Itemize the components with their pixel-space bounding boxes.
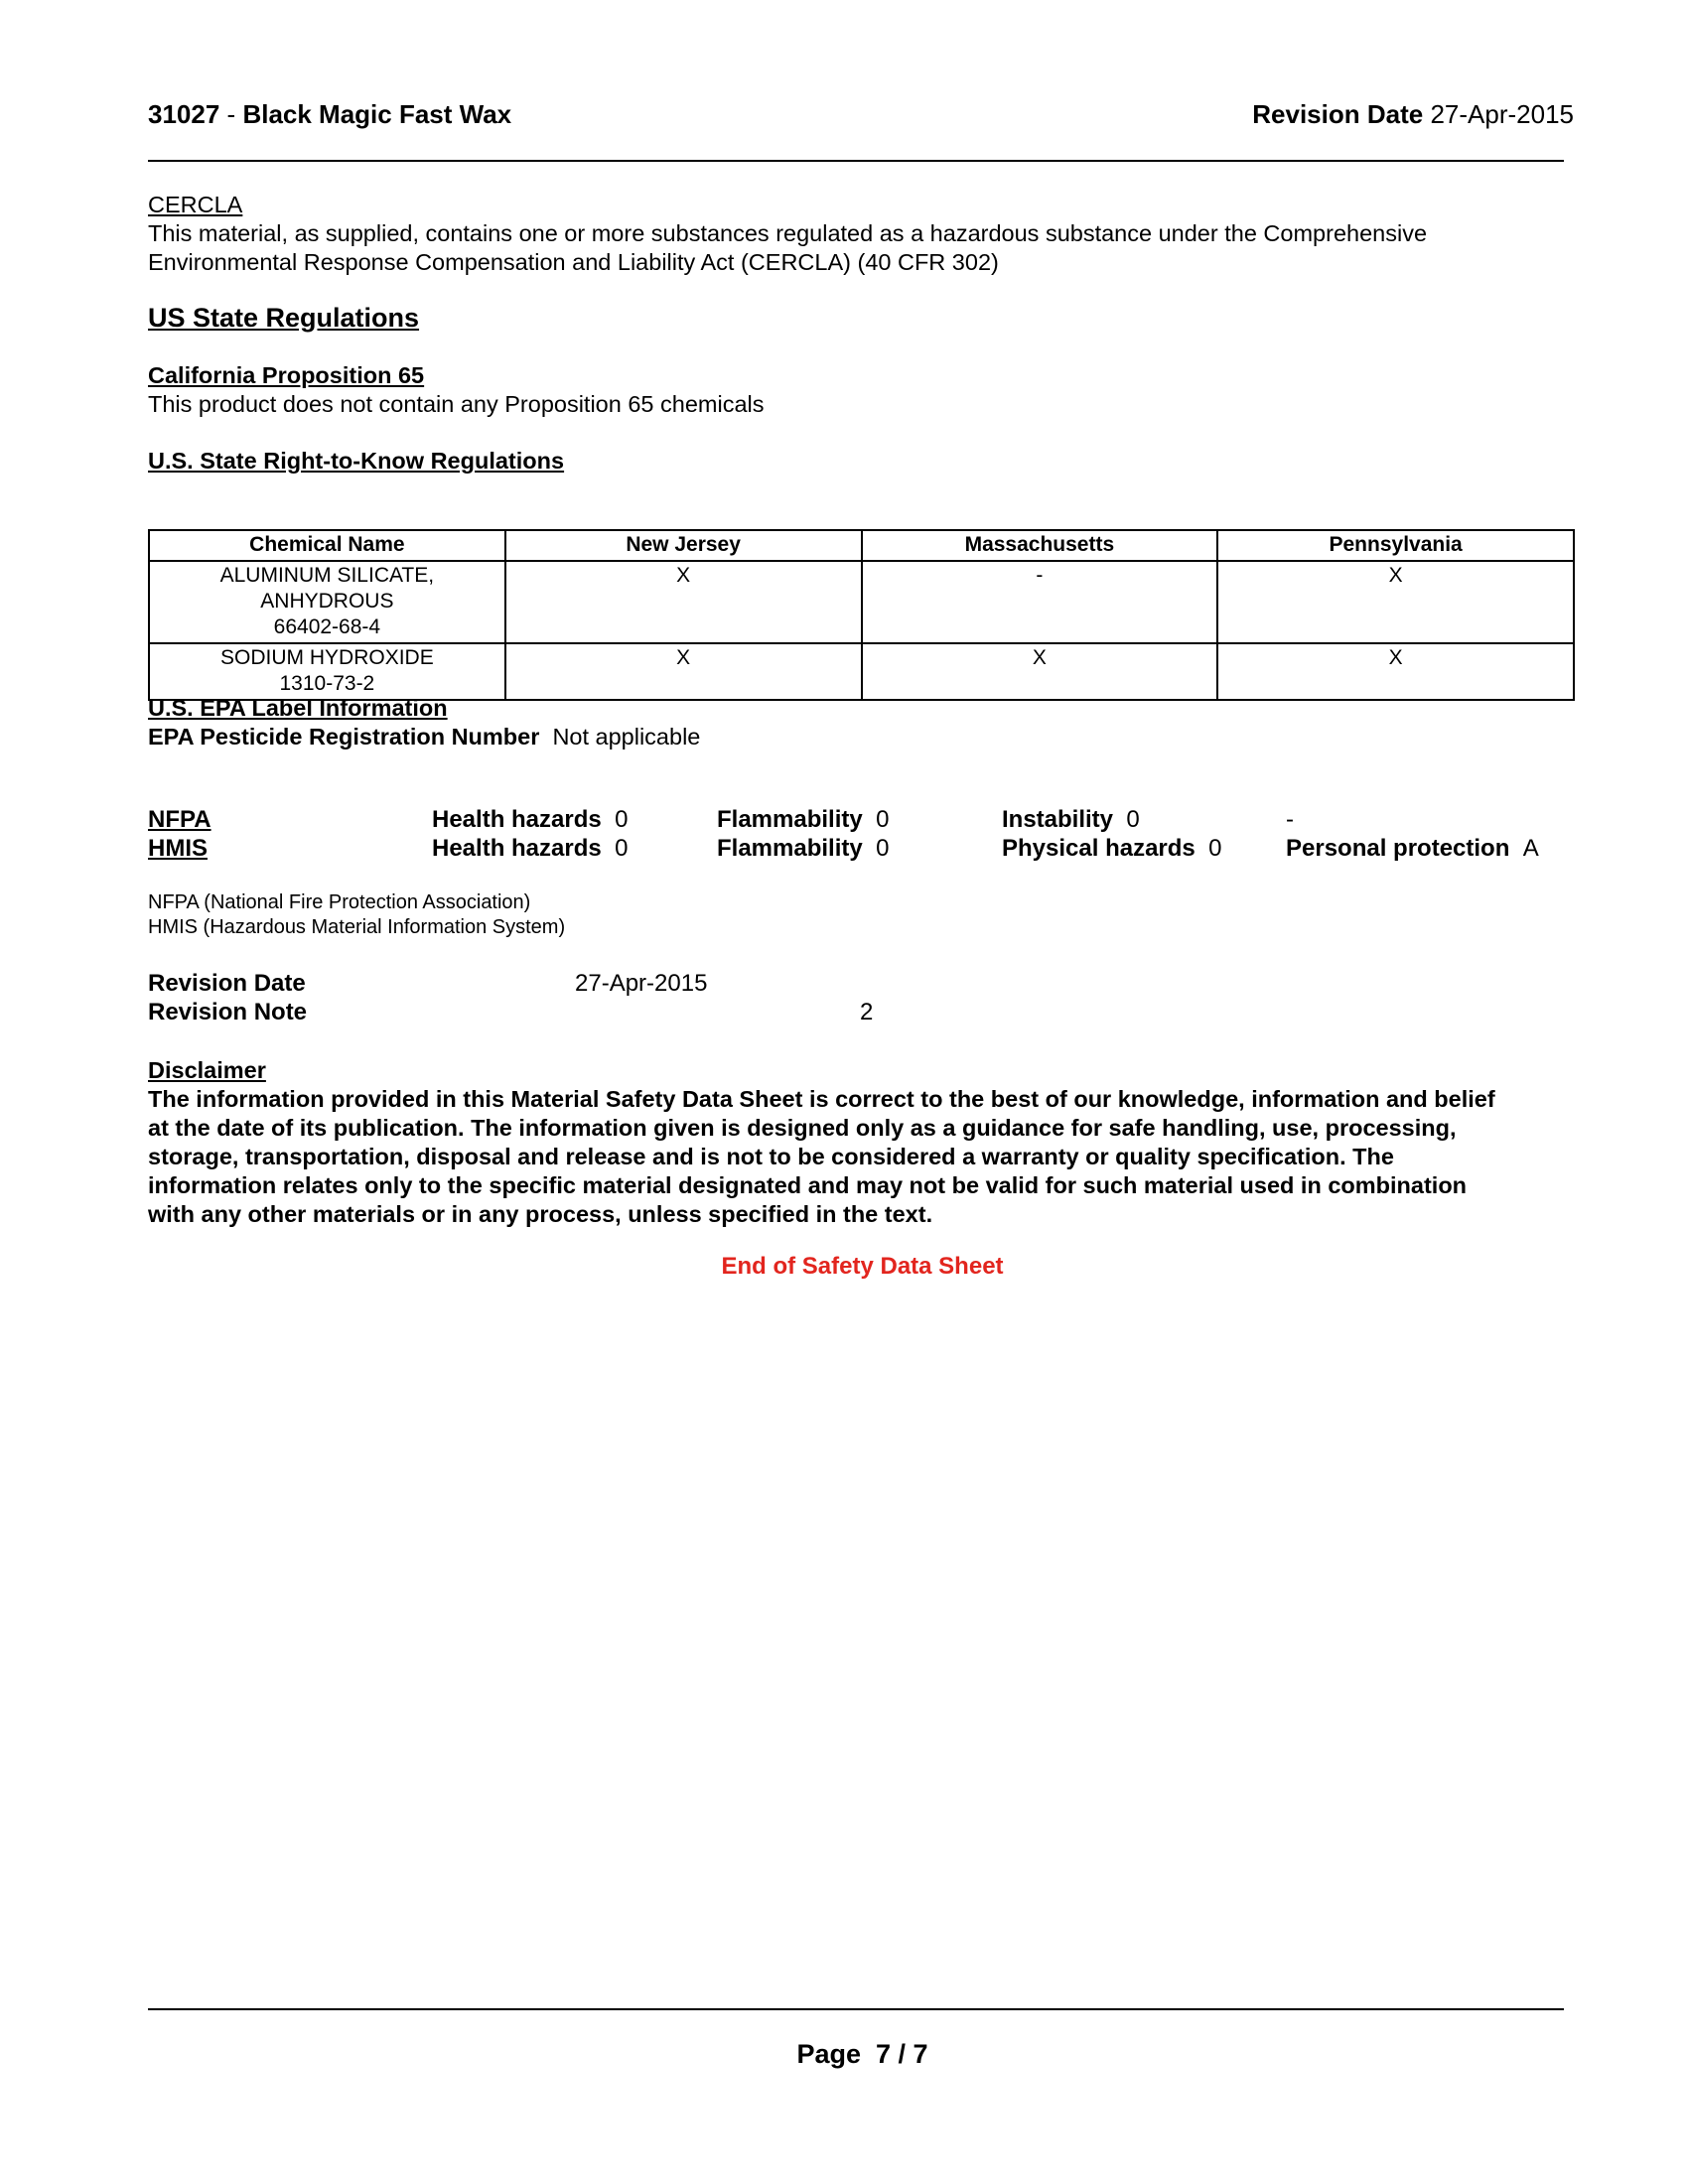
disclaimer-heading: Disclaimer <box>148 1057 266 1083</box>
hmis-health-label: Health hazards <box>432 835 602 862</box>
nfpa-instability-label: Instability <box>1002 806 1114 833</box>
nfpa-ratings-row <box>148 806 1578 836</box>
nfpa-health-label: Health hazards <box>432 806 602 833</box>
prop65-text: This product does not contain any Proposition 65 chemicals <box>148 391 765 417</box>
us-state-regulations-heading: US State Regulations <box>148 303 420 333</box>
disclaimer-line: The information provided in this Material Safety Data Sheet is correct to the best of our knowledge, information and belief <box>148 1086 1495 1112</box>
nfpa-flammability <box>717 806 889 834</box>
revision-note-label: Revision Note <box>148 999 308 1025</box>
new-jersey-cell: X <box>505 561 862 643</box>
product-name: Black Magic Fast Wax <box>242 99 512 129</box>
epa-heading: U.S. EPA Label Information <box>148 695 448 721</box>
disclaimer-line: information relates only to the specific material designated and may not be valid for such material used in combination <box>148 1172 1468 1198</box>
disclaimer-line: at the date of its publication. The information given is designed only as a guidance for safe handling, use, processing, <box>148 1115 1457 1141</box>
revision-date-value: 27-Apr-2015 <box>575 970 708 997</box>
hmis-health-value: 0 <box>615 835 629 862</box>
hmis-physical-label: Physical hazards <box>1002 835 1196 862</box>
nfpa-special: - <box>1286 806 1294 833</box>
col-chemical-name: Chemical Name <box>149 530 505 561</box>
hmis-flammability-value: 0 <box>876 835 890 862</box>
chemical-name-cell <box>149 561 505 643</box>
pennsylvania-cell: X <box>1217 561 1574 643</box>
nfpa-label: NFPA <box>148 806 211 833</box>
hmis-flammability-label: Flammability <box>717 835 863 862</box>
disclaimer-line: with any other materials or in any process, unless specified in the text. <box>148 1201 933 1227</box>
disclaimer-body <box>148 1085 1578 1229</box>
document-title <box>148 99 511 130</box>
chemical-name-line: SODIUM HYDROXIDE <box>220 646 434 669</box>
col-massachusetts: Massachusetts <box>862 530 1218 561</box>
epa-registration-label: EPA Pesticide Registration Number <box>148 724 540 750</box>
footer-divider <box>148 2008 1564 2010</box>
col-new-jersey: New Jersey <box>505 530 862 561</box>
cercla-text-line-2: Environmental Response Compensation and Liability Act (CERCLA) (40 CFR 302) <box>148 249 999 275</box>
nfpa-instability <box>1002 806 1140 834</box>
epa-registration <box>148 723 700 751</box>
right-to-know-table <box>148 529 1575 701</box>
page-value: 7 / 7 <box>876 2039 928 2069</box>
nfpa-flammability-label: Flammability <box>717 806 863 833</box>
hmis-health <box>432 835 628 863</box>
table-row <box>149 561 1574 643</box>
header-divider <box>148 160 1564 162</box>
cas-number: 1310-73-2 <box>279 672 375 695</box>
table-row <box>149 643 1574 700</box>
nfpa-flammability-value: 0 <box>876 806 890 833</box>
nfpa-instability-value: 0 <box>1126 806 1140 833</box>
disclaimer-line: storage, transportation, disposal and release and is not to be considered a warranty or quality specification. The <box>148 1144 1394 1169</box>
cas-number: 66402-68-4 <box>273 615 381 638</box>
massachusetts-cell: X <box>862 643 1218 700</box>
revision-date-row <box>148 970 1578 1000</box>
hmis-personal-protection <box>1286 835 1539 863</box>
hmis-definition: HMIS (Hazardous Material Information System) <box>148 916 566 938</box>
nfpa-definition: NFPA (National Fire Protection Association) <box>148 891 531 913</box>
page-label: Page <box>796 2039 861 2069</box>
epa-registration-value: Not applicable <box>552 724 701 750</box>
hmis-physical <box>1002 835 1221 863</box>
right-to-know-heading: U.S. State Right-to-Know Regulations <box>148 448 565 474</box>
table-header-row <box>149 530 1574 561</box>
hmis-physical-value: 0 <box>1208 835 1222 862</box>
chemical-name-cell <box>149 643 505 700</box>
chemical-name-line: ALUMINUM SILICATE, <box>219 564 435 587</box>
product-code: 31027 <box>148 99 220 129</box>
header-revision-label: Revision Date <box>1252 99 1424 129</box>
hmis-ratings-row <box>148 835 1578 865</box>
hmis-flammability <box>717 835 889 863</box>
cercla-text-line-1: This material, as supplied, contains one or more substances regulated as a hazardous substance under the Comprehensive <box>148 220 1428 246</box>
new-jersey-cell: X <box>505 643 862 700</box>
revision-date-label: Revision Date <box>148 970 306 997</box>
nfpa-health-value: 0 <box>615 806 629 833</box>
hmis-personal-protection-label: Personal protection <box>1286 835 1510 862</box>
page-number <box>0 2039 1688 2070</box>
title-separator: - <box>226 99 236 129</box>
hmis-personal-protection-value: A <box>1522 835 1539 862</box>
col-pennsylvania: Pennsylvania <box>1217 530 1574 561</box>
chemical-name-line: ANHYDROUS <box>260 590 394 613</box>
revision-note-value: 2 <box>860 999 874 1025</box>
header-revision <box>1252 99 1574 130</box>
cercla-heading: CERCLA <box>148 192 243 217</box>
nfpa-health <box>432 806 628 834</box>
hmis-label: HMIS <box>148 835 208 862</box>
header-revision-date: 27-Apr-2015 <box>1430 99 1574 129</box>
pennsylvania-cell: X <box>1217 643 1574 700</box>
end-of-sds-notice: End of Safety Data Sheet <box>721 1253 1004 1280</box>
prop65-heading: California Proposition 65 <box>148 362 425 388</box>
massachusetts-cell: - <box>862 561 1218 643</box>
revision-note-row <box>148 999 1578 1028</box>
